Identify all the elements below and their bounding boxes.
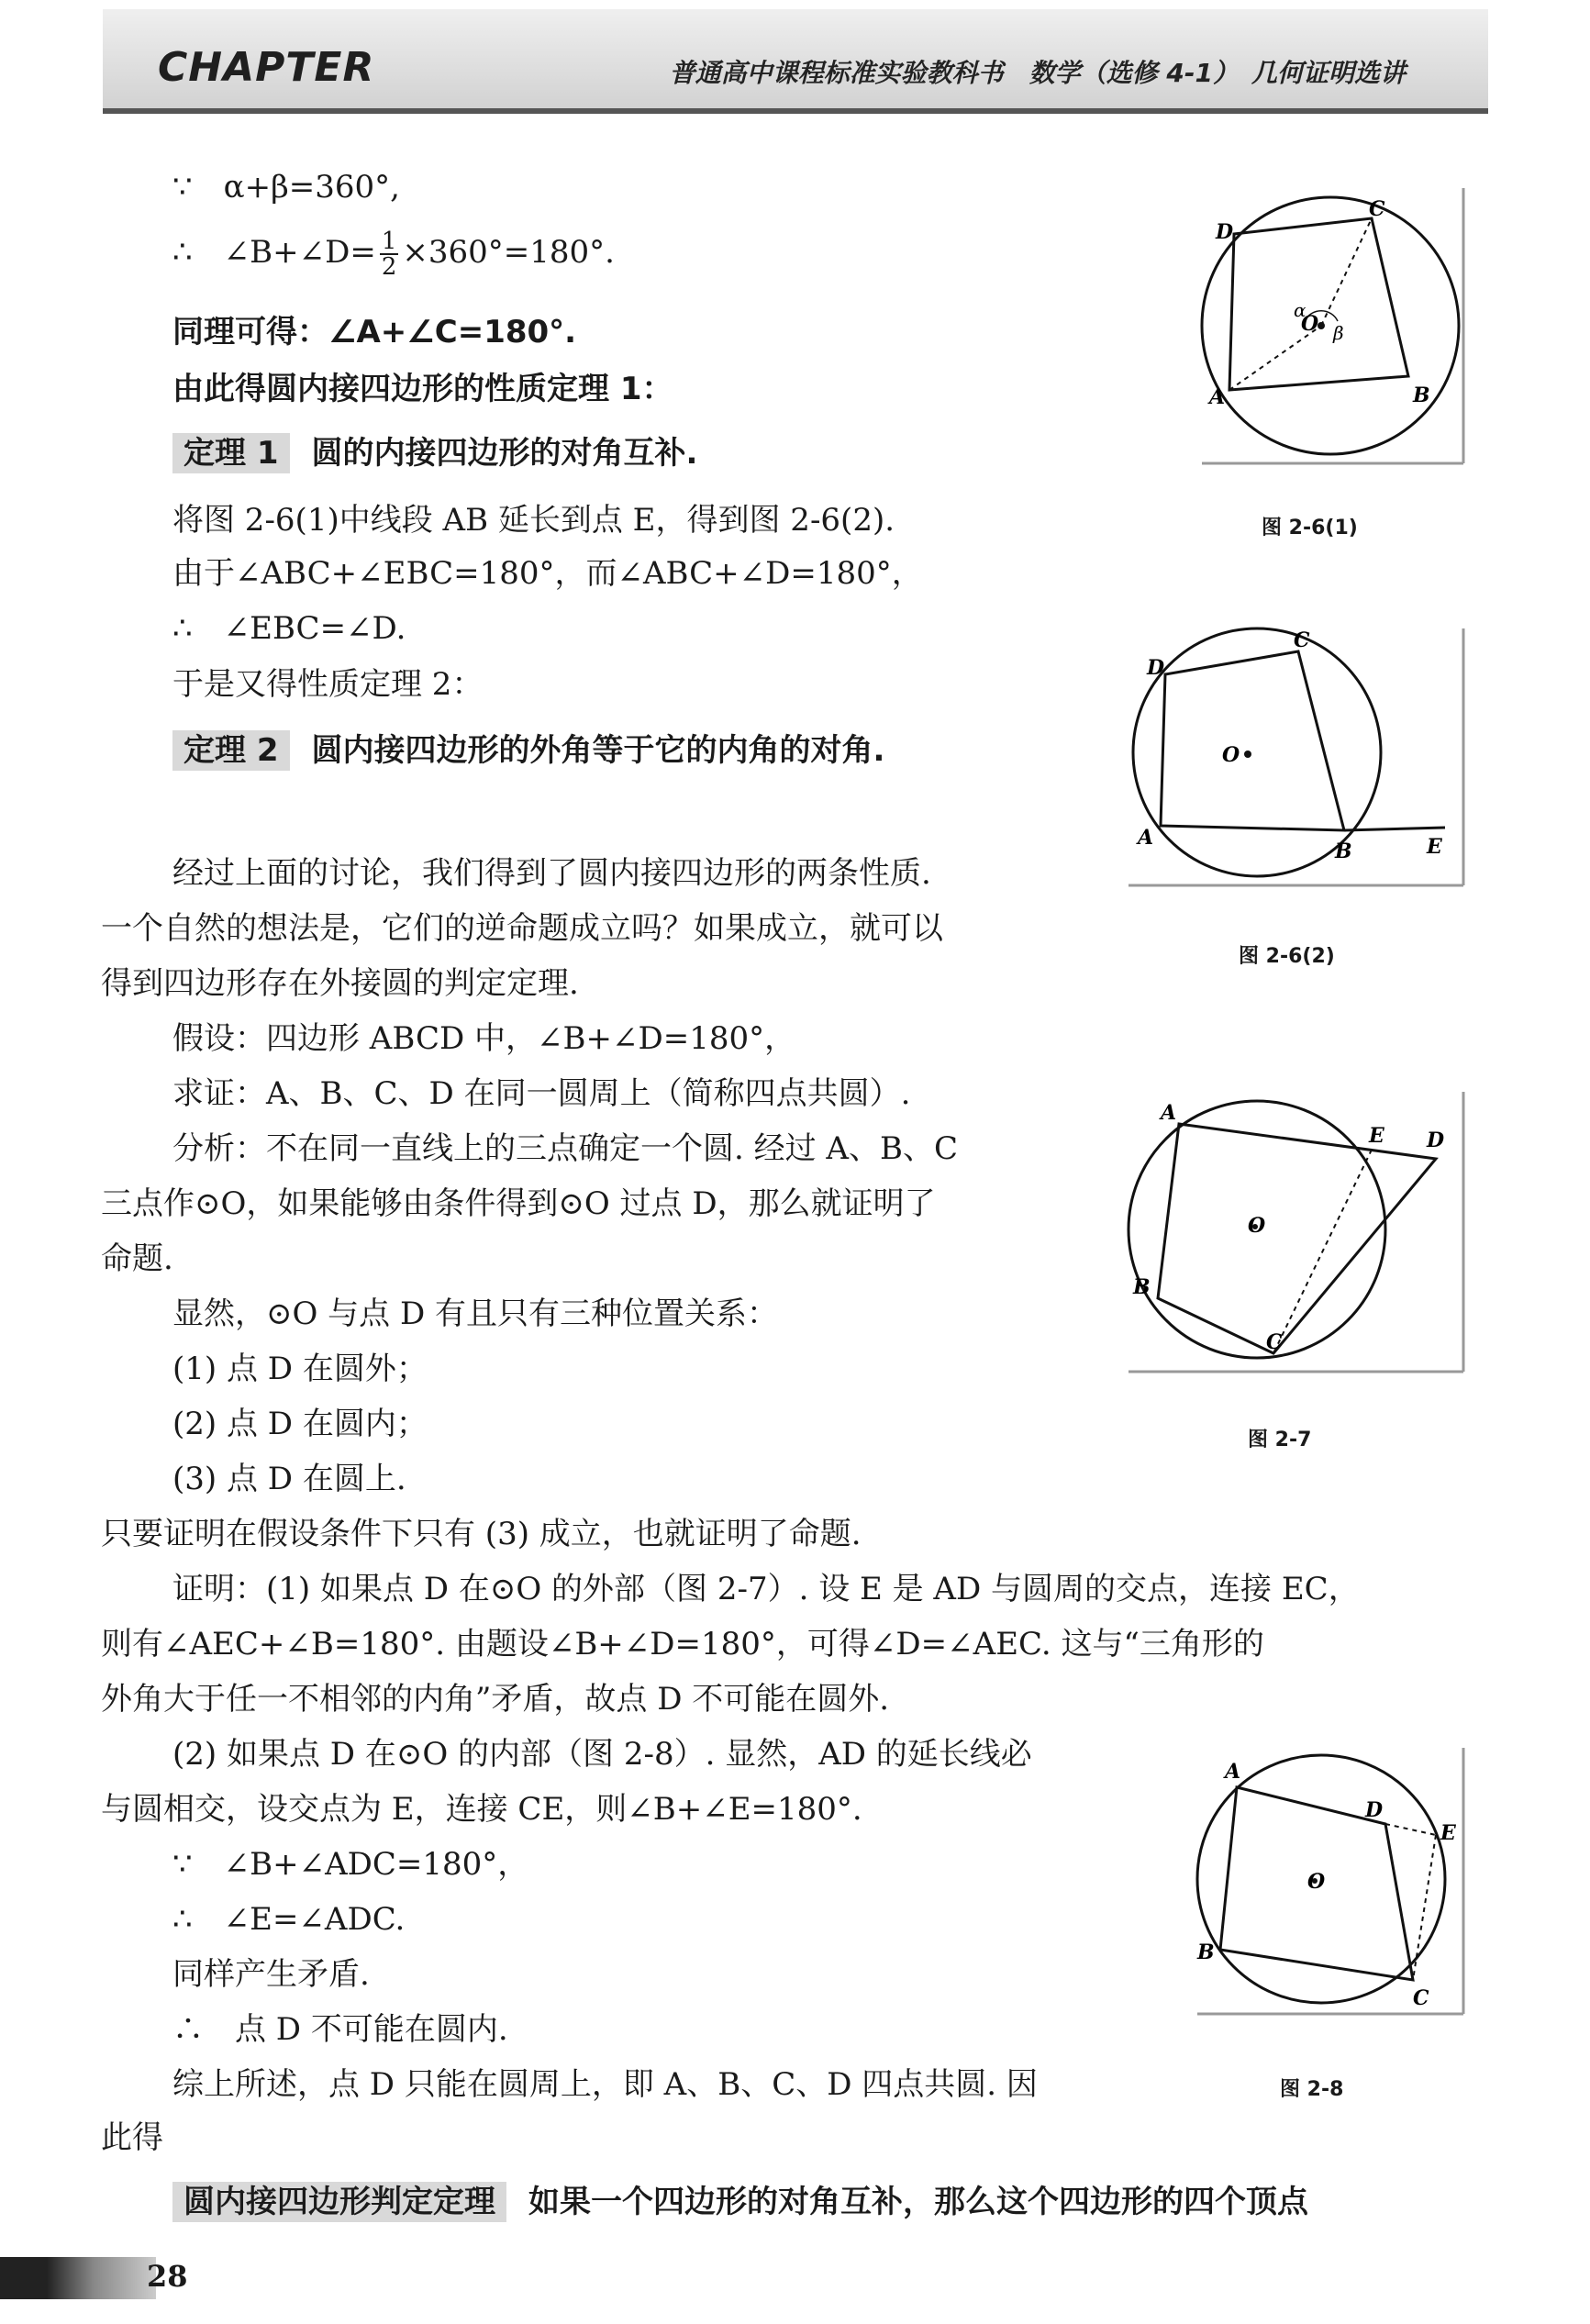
theorem-label: 圆内接四边形判定定理	[172, 2182, 506, 2222]
text-line: 经过上面的讨论，我们得到了圆内接四边形的两条性质.	[172, 855, 931, 892]
text-line: ∵ ∠B+∠ADC=180°，	[172, 1846, 529, 1883]
theorem-3: 圆内接四边形判定定理 如果一个四边形的对角互补，那么这个四边形的四个顶点	[172, 2182, 1308, 2222]
label-beta: β	[1333, 322, 1344, 344]
text-line: 于是又得性质定理 2：	[172, 666, 484, 703]
text-line: 显然，⊙O 与点 D 有且只有三种位置关系：	[172, 1295, 779, 1332]
label-O: O	[1222, 743, 1240, 767]
figure-2-6-1-drawing	[1184, 183, 1486, 468]
page-number: 28	[147, 2259, 188, 2294]
text-line: (3) 点 D 在圆上.	[172, 1461, 406, 1497]
figure-2-7	[1110, 1087, 1477, 1384]
text-line: 三点作⊙O，如果能够由条件得到⊙O 过点 D，那么就证明了	[101, 1185, 936, 1222]
theorem-2: 定理 2 圆内接四边形的外角等于它的内角的对角.	[172, 730, 884, 771]
text-line: ∴ 点 D 不可能在圆内.	[172, 2011, 508, 2048]
text-line: 此得	[101, 2119, 163, 2156]
label-A: A	[1138, 826, 1154, 850]
text-line: ∴ ∠EBC=∠D.	[172, 610, 406, 647]
figure-2-6-1	[1184, 183, 1486, 472]
label-B: B	[1413, 384, 1430, 407]
text-line: 分析：不在同一直线上的三点确定一个圆. 经过 A、B、C	[172, 1130, 958, 1167]
label-C: C	[1413, 1986, 1429, 2010]
text-line: (1) 点 D 在圆外；	[172, 1351, 428, 1387]
text-line: 同样产生矛盾.	[172, 1956, 370, 1993]
figure-caption: 图 2-6(2)	[1239, 945, 1335, 968]
text-line: (2) 如果点 D 在⊙O 的内部（图 2-8）. 显然，AD 的延长线必	[172, 1736, 1032, 1773]
circle	[1202, 197, 1459, 454]
figure-2-6-2-drawing	[1110, 624, 1477, 890]
figure-2-8	[1184, 1743, 1486, 2022]
figure-2-8-drawing	[1184, 1743, 1486, 2018]
label-E: E	[1440, 1821, 1456, 1845]
label-B: B	[1197, 1940, 1215, 1964]
label-E: E	[1427, 835, 1442, 859]
text-line: 一个自然的想法是，它们的逆命题成立吗？如果成立，就可以	[101, 910, 943, 947]
text-line: 由于∠ABC+∠EBC=180°，而∠ABC+∠D=180°，	[172, 555, 923, 592]
extension-line	[1344, 828, 1445, 830]
quadrilateral	[1229, 218, 1408, 390]
text-line: 由此得圆内接四边形的性质定理 1：	[172, 371, 673, 407]
text-line: 假设：四边形 ABCD 中，∠B+∠D=180°，	[172, 1020, 796, 1057]
text-line: ∴ ∠E=∠ADC.	[172, 1901, 406, 1938]
figure-caption: 图 2-7	[1248, 1429, 1312, 1451]
text-line: 求证：A、B、C、D 在同一圆周上（简称四点共圆）.	[172, 1075, 911, 1112]
label-D: D	[1365, 1798, 1384, 1822]
text-line: 与圆相交，设交点为 E，连接 CE，则∠B+∠E=180°.	[101, 1791, 862, 1828]
fraction: $\frac{1}{2}$	[381, 228, 397, 281]
theorem-label: 定理 1	[172, 433, 290, 473]
footer-bar	[0, 2257, 156, 2299]
page-header	[103, 9, 1488, 114]
chapter-label: CHAPTER	[158, 44, 375, 91]
text-line: ∵ α+β=360°,	[172, 169, 400, 206]
figure-2-6-2	[1110, 624, 1477, 894]
label-B: B	[1133, 1275, 1151, 1299]
label-B: B	[1335, 840, 1352, 863]
label-C: C	[1369, 197, 1385, 221]
label-alpha: α	[1294, 299, 1306, 321]
text-line: 综上所述，点 D 只能在圆周上，即 A、B、C、D 四点共圆. 因	[172, 2066, 1038, 2103]
quadrilateral	[1158, 1124, 1436, 1353]
quadrilateral	[1161, 651, 1344, 830]
theorem-1: 定理 1 圆的内接四边形的对角互补.	[172, 433, 697, 473]
label-A: A	[1225, 1760, 1241, 1784]
label-D: D	[1427, 1129, 1445, 1152]
label-A: A	[1161, 1101, 1177, 1125]
theorem-label: 定理 2	[172, 730, 290, 771]
text-line: 外角大于任一不相邻的内角”矛盾，故点 D 不可能在圆外.	[101, 1681, 890, 1718]
text-line: 得到四边形存在外接圆的判定定理.	[101, 965, 579, 1002]
text-line: 则有∠AEC+∠B=180°. 由题设∠B+∠D=180°，可得∠D=∠AEC. 这与“三角形的	[101, 1626, 1264, 1662]
figure-2-7-drawing	[1110, 1087, 1477, 1381]
text-line: 命题.	[101, 1240, 173, 1277]
label-D: D	[1216, 220, 1234, 244]
text-line: ∴ ∠B+∠D= $\frac{1}{2}$ ×360°=180°.	[172, 228, 615, 281]
text-line: 同理可得：∠A+∠C=180°.	[172, 314, 577, 350]
label-A: A	[1209, 385, 1226, 409]
text-line: 将图 2-6(1)中线段 AB 延长到点 E，得到图 2-6(2).	[172, 502, 895, 539]
text-line: 只要证明在假设条件下只有 (3) 成立，也就证明了命题.	[101, 1516, 862, 1552]
book-title: 普通高中课程标准实验教科书 数学（选修 4-1） 几何证明选讲	[669, 58, 1406, 88]
label-O: O	[1248, 1214, 1266, 1238]
text-line: (2) 点 D 在圆内；	[172, 1406, 428, 1442]
label-C: C	[1294, 628, 1310, 652]
text-line: 证明：(1) 如果点 D 在⊙O 的外部（图 2-7）. 设 E 是 AD 与圆周的交点，连接 EC，	[172, 1571, 1360, 1607]
label-O: O	[1307, 1870, 1326, 1894]
label-D: D	[1147, 656, 1165, 680]
figure-caption: 图 2-8	[1280, 2078, 1344, 2101]
label-E: E	[1369, 1124, 1384, 1148]
label-C: C	[1266, 1330, 1283, 1354]
label-O: O	[1301, 312, 1319, 336]
figure-caption: 图 2-6(1)	[1262, 517, 1358, 539]
